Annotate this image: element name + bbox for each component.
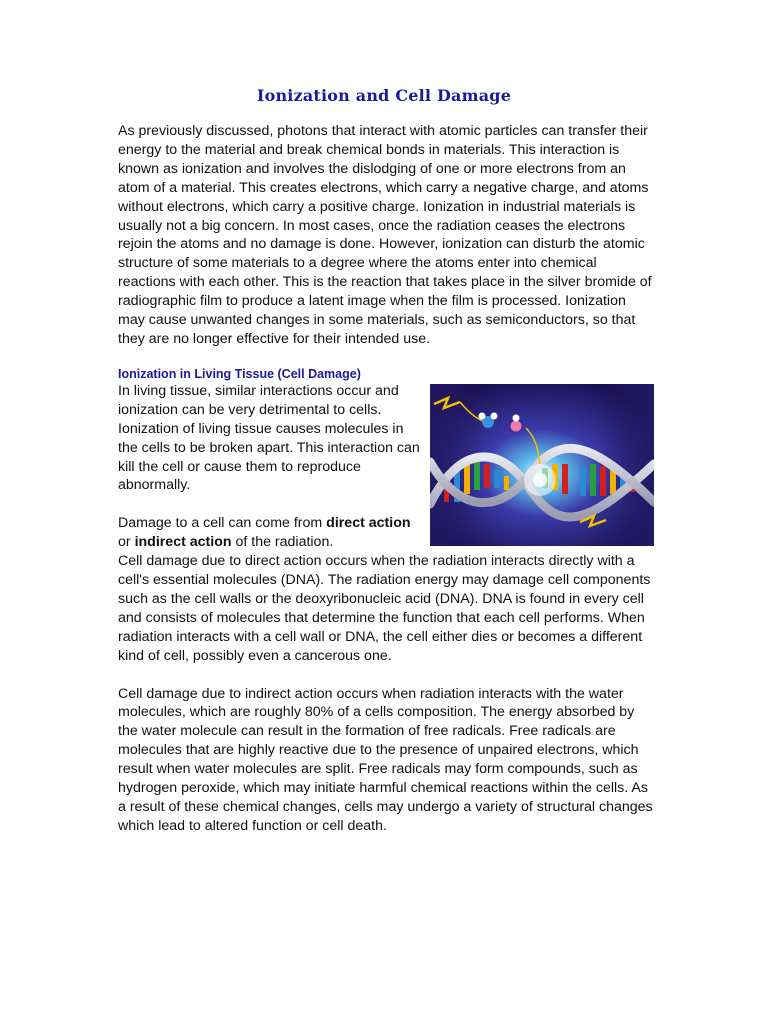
living-tissue-paragraph: In living tissue, similar interactions occur and ionization can be very detrimental to cells. Ionization of living tissue causes molecules in the cells to be broken apart. This interaction can kill the cell or cause them to reproduce abnormally. <box>118 382 420 494</box>
section-subheading: Ionization in Living Tissue (Cell Damage) <box>118 366 361 381</box>
direct-action-paragraph: Cell damage due to direct action occurs when the radiation interacts directly with a cell's essential molecules (DNA). The radiation energy may damage cell components such as the cell walls or the deoxyribonucleic acid (DNA). DNA is found in every cell and consists of molecules that determine the function that each cell performs. When radiation interacts with a cell wall or DNA, the cell either dies or becomes a different kind of cell, possibly even a cancerous one. <box>118 553 651 664</box>
direct-action-term: direct action <box>326 515 411 532</box>
damage-lead-text: Damage to a cell can come from <box>118 515 327 532</box>
indirect-action-term: indirect action <box>134 534 232 551</box>
or-text: or <box>118 534 135 551</box>
document-page <box>118 86 654 836</box>
of-radiation-text: of the radiation. <box>231 534 334 551</box>
dna-radiation-illustration <box>430 384 654 546</box>
living-tissue-section <box>118 382 654 666</box>
intro-paragraph: As previously discussed, photons that interact with atomic particles can transfer their energy to the material and break chemical bonds in materials. This interaction is known as ionization and involves the dislodging of one or more electrons from an atom of a material. This creates electrons, which carry a negative charge, and atoms without electrons, which carry a positive charge. Ionization in industrial materials is usually not a big concern. In most cases, once the radiation ceases the electrons rejoin the atoms and no damage is done. However, ionization can disturb the atomic structure of some materials to a degree where the atoms enter into chemical reactions with each other. This is the reaction that takes place in the silver bromide of radiographic film to produce a latent image when the film is processed. Ionization may cause unwanted changes in some materials, such as semiconductors, so that they are no longer effective for their intended use. <box>118 123 652 347</box>
indirect-action-paragraph: Cell damage due to indirect action occurs when radiation interacts with the water molecules, which are roughly 80% of a cells composition. The energy absorbed by the water molecule can result in the formation of free radicals. Free radicals are molecules that are highly reactive due to the presence of unpaired electrons, which result when water molecules are split. Free radicals may form compounds, such as hydrogen peroxide, which may initiate harmful chemical reactions within the cells. As a result of these chemical changes, cells may undergo a variety of structural changes which lead to altered function or cell death. <box>118 685 653 834</box>
page-title: Ionization and Cell Damage <box>256 86 512 105</box>
